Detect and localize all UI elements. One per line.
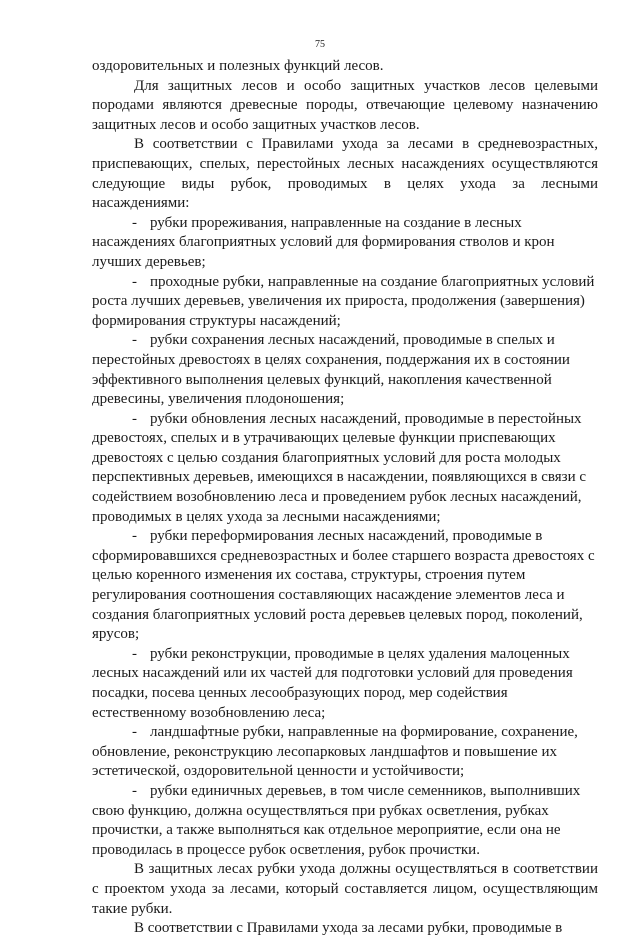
paragraph-care-rules-continued: В соответствии с Правилами ухода за лесами рубки, проводимые в bbox=[134, 920, 563, 937]
list-marker: - bbox=[132, 273, 137, 290]
list-item-text: рубки прореживания, направленные на создание в лесных насаждениях благоприятных условий для формирования стволов и крон лучших деревьев; bbox=[92, 214, 555, 270]
list-item bbox=[92, 273, 598, 332]
list-item bbox=[92, 331, 598, 409]
list-item bbox=[92, 527, 598, 645]
list-item-text: ландшафтные рубки, направленные на формирование, сохранение, обновление, реконструкцию лесопарковых ландшафтов и повышение их эстетической, оздоровительной ценности и устойчивости; bbox=[92, 724, 578, 780]
page-number: 75 bbox=[315, 39, 325, 50]
paragraph-continuation: оздоровительных и полезных функций лесов. bbox=[92, 58, 384, 74]
paragraph-target-species: Для защитных лесов и особо защитных участков лесов целевыми породами являются древесные породы, отвечающие целевому назначению защитных лесов и особо защитных участков лесов. bbox=[92, 77, 598, 133]
list-item-text: рубки реконструкции, проводимые в целях удаления малоценных лесных насаждений или их частей для подготовки условий для проведения посадки, посева ценных лесообразующих пород, мер содействия естественному возобновлению леса; bbox=[92, 645, 573, 721]
page-body bbox=[92, 57, 598, 939]
list-marker: - bbox=[132, 782, 137, 799]
list-item bbox=[92, 410, 598, 528]
list-marker: - bbox=[132, 645, 137, 662]
list-marker: - bbox=[132, 332, 137, 349]
list-marker: - bbox=[132, 214, 137, 231]
list-item-text: рубки обновления лесных насаждений, проводимые в перестойных древостоях, спелых и в утрачивающих целевые функции приспевающих древостоях с целью создания благоприятных условий для роста молодых перспективных деревьев, имеющихся в насаждении, появляющихся в связи с содействием возобновлению леса и проведением рубок лесных насаждений, проводимых в целях ухода за лесными насаждениями; bbox=[92, 410, 587, 525]
list-item-text: рубки единичных деревьев, в том числе семенников, выполнивших свою функцию, должна осуществляться при рубках осветления, рубках прочистки, а также выполняться как отдельное мероприятие, если она не проводилась в процессе рубок осветления, рубок прочистки. bbox=[92, 782, 581, 858]
list-item-text: рубки сохранения лесных насаждений, проводимые в спелых и перестойных древостоях в целях сохранения, поддержания их в состоянии эффективного выполнения целевых функций, накопления качественной древесины, увеличения плодоношения; bbox=[92, 332, 570, 408]
list-item bbox=[92, 723, 598, 782]
list-item-text: рубки переформирования лесных насаждений, проводимые в сформировавшихся средневозрастных и более старшего возраста древостоях с целью коренного изменения их состава, структуры, строения путем регулирования соотношения составляющих насаждение элементов леса и создания благоприятных условий роста деревьев целевых пород, поколений, ярусов; bbox=[92, 528, 595, 643]
list-marker: - bbox=[132, 528, 137, 545]
list-item bbox=[92, 782, 598, 860]
list-marker: - bbox=[132, 410, 137, 427]
list-item bbox=[92, 214, 598, 273]
list-marker: - bbox=[132, 724, 137, 741]
paragraph-care-project: В защитных лесах рубки ухода должны осуществляться в соответствии с проектом ухода за лесами, который составляется лицом, осуществляющим такие рубки. bbox=[92, 861, 598, 917]
paragraph-care-rules-intro: В соответствии с Правилами ухода за лесами в средневозрастных, приспевающих, спелых, перестойных лесных насаждениях осуществляются следующие виды рубок, проводимых в целях ухода за лесными насаждениями: bbox=[92, 136, 598, 212]
list-item-text: проходные рубки, направленные на создание благоприятных условий роста лучших деревьев, увеличения их прироста, продолжения (завершения) формирования структуры насаждений; bbox=[92, 273, 595, 329]
list-item bbox=[92, 645, 598, 723]
